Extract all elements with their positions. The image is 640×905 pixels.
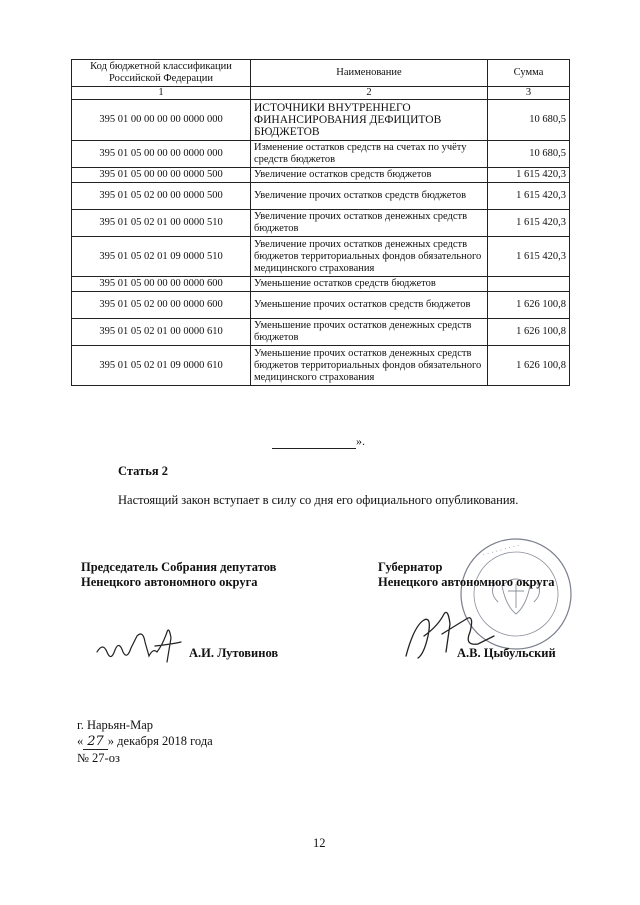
right-signatory-title bbox=[378, 560, 555, 590]
row-name: Уменьшение прочих остатков денежных средств бюджетов территориальных фондов обязательного медицинского страхования bbox=[251, 346, 488, 386]
row-name: Увеличение прочих остатков денежных средств бюджетов территориальных фондов обязательного медицинского страхования bbox=[251, 237, 488, 277]
table-row bbox=[72, 210, 570, 237]
closing-underline bbox=[272, 436, 356, 449]
budget-sources-table bbox=[71, 59, 570, 386]
column-number: 2 bbox=[251, 87, 488, 100]
row-name: Изменение остатков средств на счетах по учёту средств бюджетов bbox=[251, 141, 488, 168]
left-title-line-1: Председатель Собрания депутатов bbox=[81, 560, 277, 574]
place-and-date bbox=[77, 717, 213, 766]
row-name: Увеличение остатков средств бюджетов bbox=[251, 168, 488, 183]
row-sum: 1 626 100,8 bbox=[488, 319, 570, 346]
row-sum: 1 626 100,8 bbox=[488, 346, 570, 386]
row-code: 395 01 05 02 01 00 0000 510 bbox=[72, 210, 251, 237]
row-code: 395 01 05 00 00 00 0000 600 bbox=[72, 277, 251, 292]
right-title-line-1: Губернатор bbox=[378, 560, 443, 574]
header-code: Код бюджетной классификации Российской Федерации bbox=[72, 60, 251, 87]
row-code: 395 01 05 00 00 00 0000 500 bbox=[72, 168, 251, 183]
left-title-line-2: Ненецкого автономного округа bbox=[81, 575, 258, 589]
row-code: 395 01 05 02 00 00 0000 600 bbox=[72, 292, 251, 319]
row-sum: 1 615 420,3 bbox=[488, 210, 570, 237]
closing-mark: ». bbox=[356, 434, 365, 448]
row-name: Увеличение прочих остатков денежных средств бюджетов bbox=[251, 210, 488, 237]
header-sum: Сумма bbox=[488, 60, 570, 87]
date-open: « bbox=[77, 734, 84, 748]
right-title-line-2: Ненецкого автономного округа bbox=[378, 575, 555, 589]
row-sum: 1 626 100,8 bbox=[488, 292, 570, 319]
table-row bbox=[72, 319, 570, 346]
date bbox=[77, 733, 213, 750]
table-row bbox=[72, 237, 570, 277]
row-sum bbox=[488, 277, 570, 292]
row-code: 395 01 05 02 00 00 0000 500 bbox=[72, 183, 251, 210]
row-sum: 10 680,5 bbox=[488, 100, 570, 141]
table-row bbox=[72, 277, 570, 292]
table-row bbox=[72, 346, 570, 386]
row-code: 395 01 05 02 01 09 0000 610 bbox=[72, 346, 251, 386]
row-sum: 10 680,5 bbox=[488, 141, 570, 168]
date-rest: » декабря 2018 года bbox=[107, 734, 213, 748]
row-code: 395 01 05 02 01 09 0000 510 bbox=[72, 237, 251, 277]
table-row bbox=[72, 292, 570, 319]
left-signatory-name: А.И. Лутовинов bbox=[189, 646, 279, 660]
closing-quote bbox=[272, 434, 365, 449]
row-code: 395 01 00 00 00 00 0000 000 bbox=[72, 100, 251, 141]
table-row bbox=[72, 168, 570, 183]
right-signatory-name: А.В. Цыбульский bbox=[457, 646, 556, 660]
date-day: 27 bbox=[83, 734, 108, 750]
law-number: № 27-оз bbox=[77, 751, 120, 765]
row-name: ИСТОЧНИКИ ВНУТРЕННЕГО ФИНАНСИРОВАНИЯ ДЕФИЦИТОВ БЮДЖЕТОВ bbox=[251, 100, 488, 141]
row-name: Уменьшение прочих остатков денежных средств бюджетов bbox=[251, 319, 488, 346]
row-code: 395 01 05 02 01 00 0000 610 bbox=[72, 319, 251, 346]
table-header-row bbox=[72, 60, 570, 87]
row-sum: 1 615 420,3 bbox=[488, 168, 570, 183]
row-name: Увеличение прочих остатков средств бюджетов bbox=[251, 183, 488, 210]
page-number: 12 bbox=[313, 836, 326, 850]
row-name: Уменьшение остатков средств бюджетов bbox=[251, 277, 488, 292]
left-handwritten-signature bbox=[93, 622, 185, 668]
city: г. Нарьян-Мар bbox=[77, 718, 154, 732]
article-title: Статья 2 bbox=[118, 464, 168, 478]
column-number: 3 bbox=[488, 87, 570, 100]
row-sum: 1 615 420,3 bbox=[488, 237, 570, 277]
row-sum: 1 615 420,3 bbox=[488, 183, 570, 210]
row-code: 395 01 05 00 00 00 0000 000 bbox=[72, 141, 251, 168]
table-row bbox=[72, 141, 570, 168]
article-text: Настоящий закон вступает в силу со дня его официального опубликования. bbox=[118, 493, 519, 507]
table-row bbox=[72, 183, 570, 210]
header-name: Наименование bbox=[251, 60, 488, 87]
column-number-row bbox=[72, 87, 570, 100]
svg-text:· · · · · · · · ·: · · · · · · · · · bbox=[481, 541, 521, 560]
column-number: 1 bbox=[72, 87, 251, 100]
table-row bbox=[72, 100, 570, 141]
row-name: Уменьшение прочих остатков средств бюджетов bbox=[251, 292, 488, 319]
left-signatory-title bbox=[81, 560, 276, 590]
